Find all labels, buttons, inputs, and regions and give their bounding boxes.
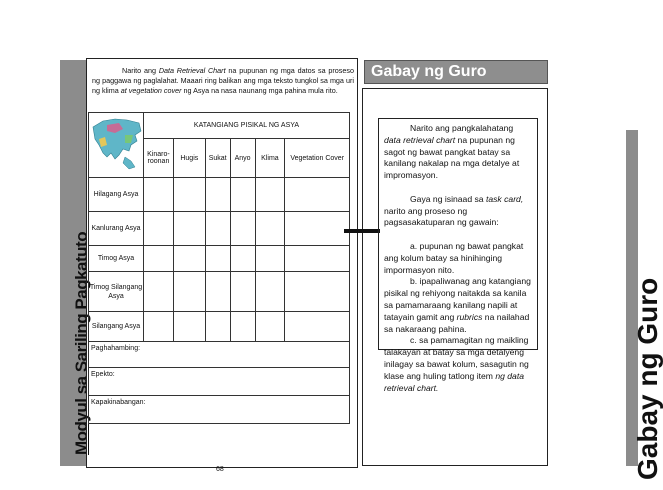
table-cell[interactable] [230, 272, 255, 312]
asia-map-image [89, 113, 144, 178]
col-header: Vegetation Cover [285, 139, 350, 178]
table-cell[interactable] [173, 246, 205, 272]
table-cell[interactable] [144, 312, 174, 342]
table-cell[interactable] [144, 246, 174, 272]
table-cell[interactable] [173, 312, 205, 342]
table-cell[interactable] [144, 212, 174, 246]
table-cell[interactable] [255, 272, 285, 312]
row-label: Silangang Asya [89, 312, 144, 342]
guide-notes-box [378, 118, 538, 393]
table-cell[interactable] [255, 246, 285, 272]
row-label: Timog Asya [89, 246, 144, 272]
intro-paragraph: Narito ang Data Retrieval Chart na pupunan ng mga datos sa proseso ng paggawa ng paglalahat. Maaari ring balikan ang mga teksto tungkol sa mga uri ng klima at vegetation cover ng Asya na nasa naunang mga pahina mula rito. [92, 66, 354, 95]
guide-header: Gabay ng Guro [364, 60, 548, 84]
table-cell[interactable] [144, 272, 174, 312]
table-cell[interactable] [173, 212, 205, 246]
table-cell[interactable] [230, 312, 255, 342]
table-cell[interactable] [173, 178, 205, 212]
table-cell[interactable] [230, 212, 255, 246]
table-cell[interactable] [285, 178, 350, 212]
benefit-row[interactable]: Kapakinabangan: [89, 396, 350, 424]
row-label: Hilagang Asya [89, 178, 144, 212]
guide-steps: a. pupunan ng bawat pangkat ang kolum batay sa hinihinging impormasyon nito. b. ipapaliwanag ang katangiang pisikal ng rehiyong naitakda sa kanila sa pamamaraang kanilang napili at tatayain gamit ang rubrics na nailahad sa nakaraang pahina. c. sa pamamagitan ng maikling talakayan at batay sa mga detalyeng inilagay sa bawat kolum, sasagutin ng klase ang huling tatlong item ng data retrieval chart. [384, 240, 531, 393]
table-cell[interactable] [205, 178, 230, 212]
data-retrieval-chart [88, 112, 350, 424]
col-header: Sukat [205, 139, 230, 178]
page-number: 68 [216, 466, 224, 473]
row-label: Timog Silangang Asya [89, 272, 144, 312]
table-cell[interactable] [173, 272, 205, 312]
guide-paragraph-1: Narito ang pangkalahatang data retrieval chart na pupunan ng sagot ng bawat pangkat batay sa kanilang nakalap na mga detalye at impromasyon. [384, 123, 520, 181]
col-header: Kinaro-roonan [144, 139, 174, 178]
col-header: Anyo [230, 139, 255, 178]
effect-row[interactable]: Epekto: [89, 368, 350, 396]
table-cell[interactable] [255, 312, 285, 342]
table-cell[interactable] [255, 212, 285, 246]
comparison-row[interactable]: Paghahambing: [89, 342, 350, 368]
row-label: Kanlurang Asya [89, 212, 144, 246]
table-cell[interactable] [285, 246, 350, 272]
table-cell[interactable] [205, 312, 230, 342]
table-title: KATANGIANG PISIKAL NG ASYA [144, 113, 350, 139]
table-cell[interactable] [285, 272, 350, 312]
table-cell[interactable] [230, 178, 255, 212]
col-header: Klima [255, 139, 285, 178]
guide-paragraph-2: Gaya ng isinaad sa task card, narito ang proseso ng pagsasakatuparan ng gawain: [384, 193, 524, 228]
table-cell[interactable] [285, 212, 350, 246]
spine-title: Modyul sa Sariling Pagkatuto [72, 231, 91, 455]
right-spine-title: Gabay ng Guro [632, 277, 663, 480]
table-cell[interactable] [205, 212, 230, 246]
table-cell[interactable] [255, 178, 285, 212]
table-cell[interactable] [144, 178, 174, 212]
col-header: Hugis [173, 139, 205, 178]
table-cell[interactable] [285, 312, 350, 342]
connector-line [344, 229, 380, 233]
table-cell[interactable] [205, 272, 230, 312]
table-cell[interactable] [205, 246, 230, 272]
table-cell[interactable] [230, 246, 255, 272]
asia-map-icon [89, 113, 143, 175]
